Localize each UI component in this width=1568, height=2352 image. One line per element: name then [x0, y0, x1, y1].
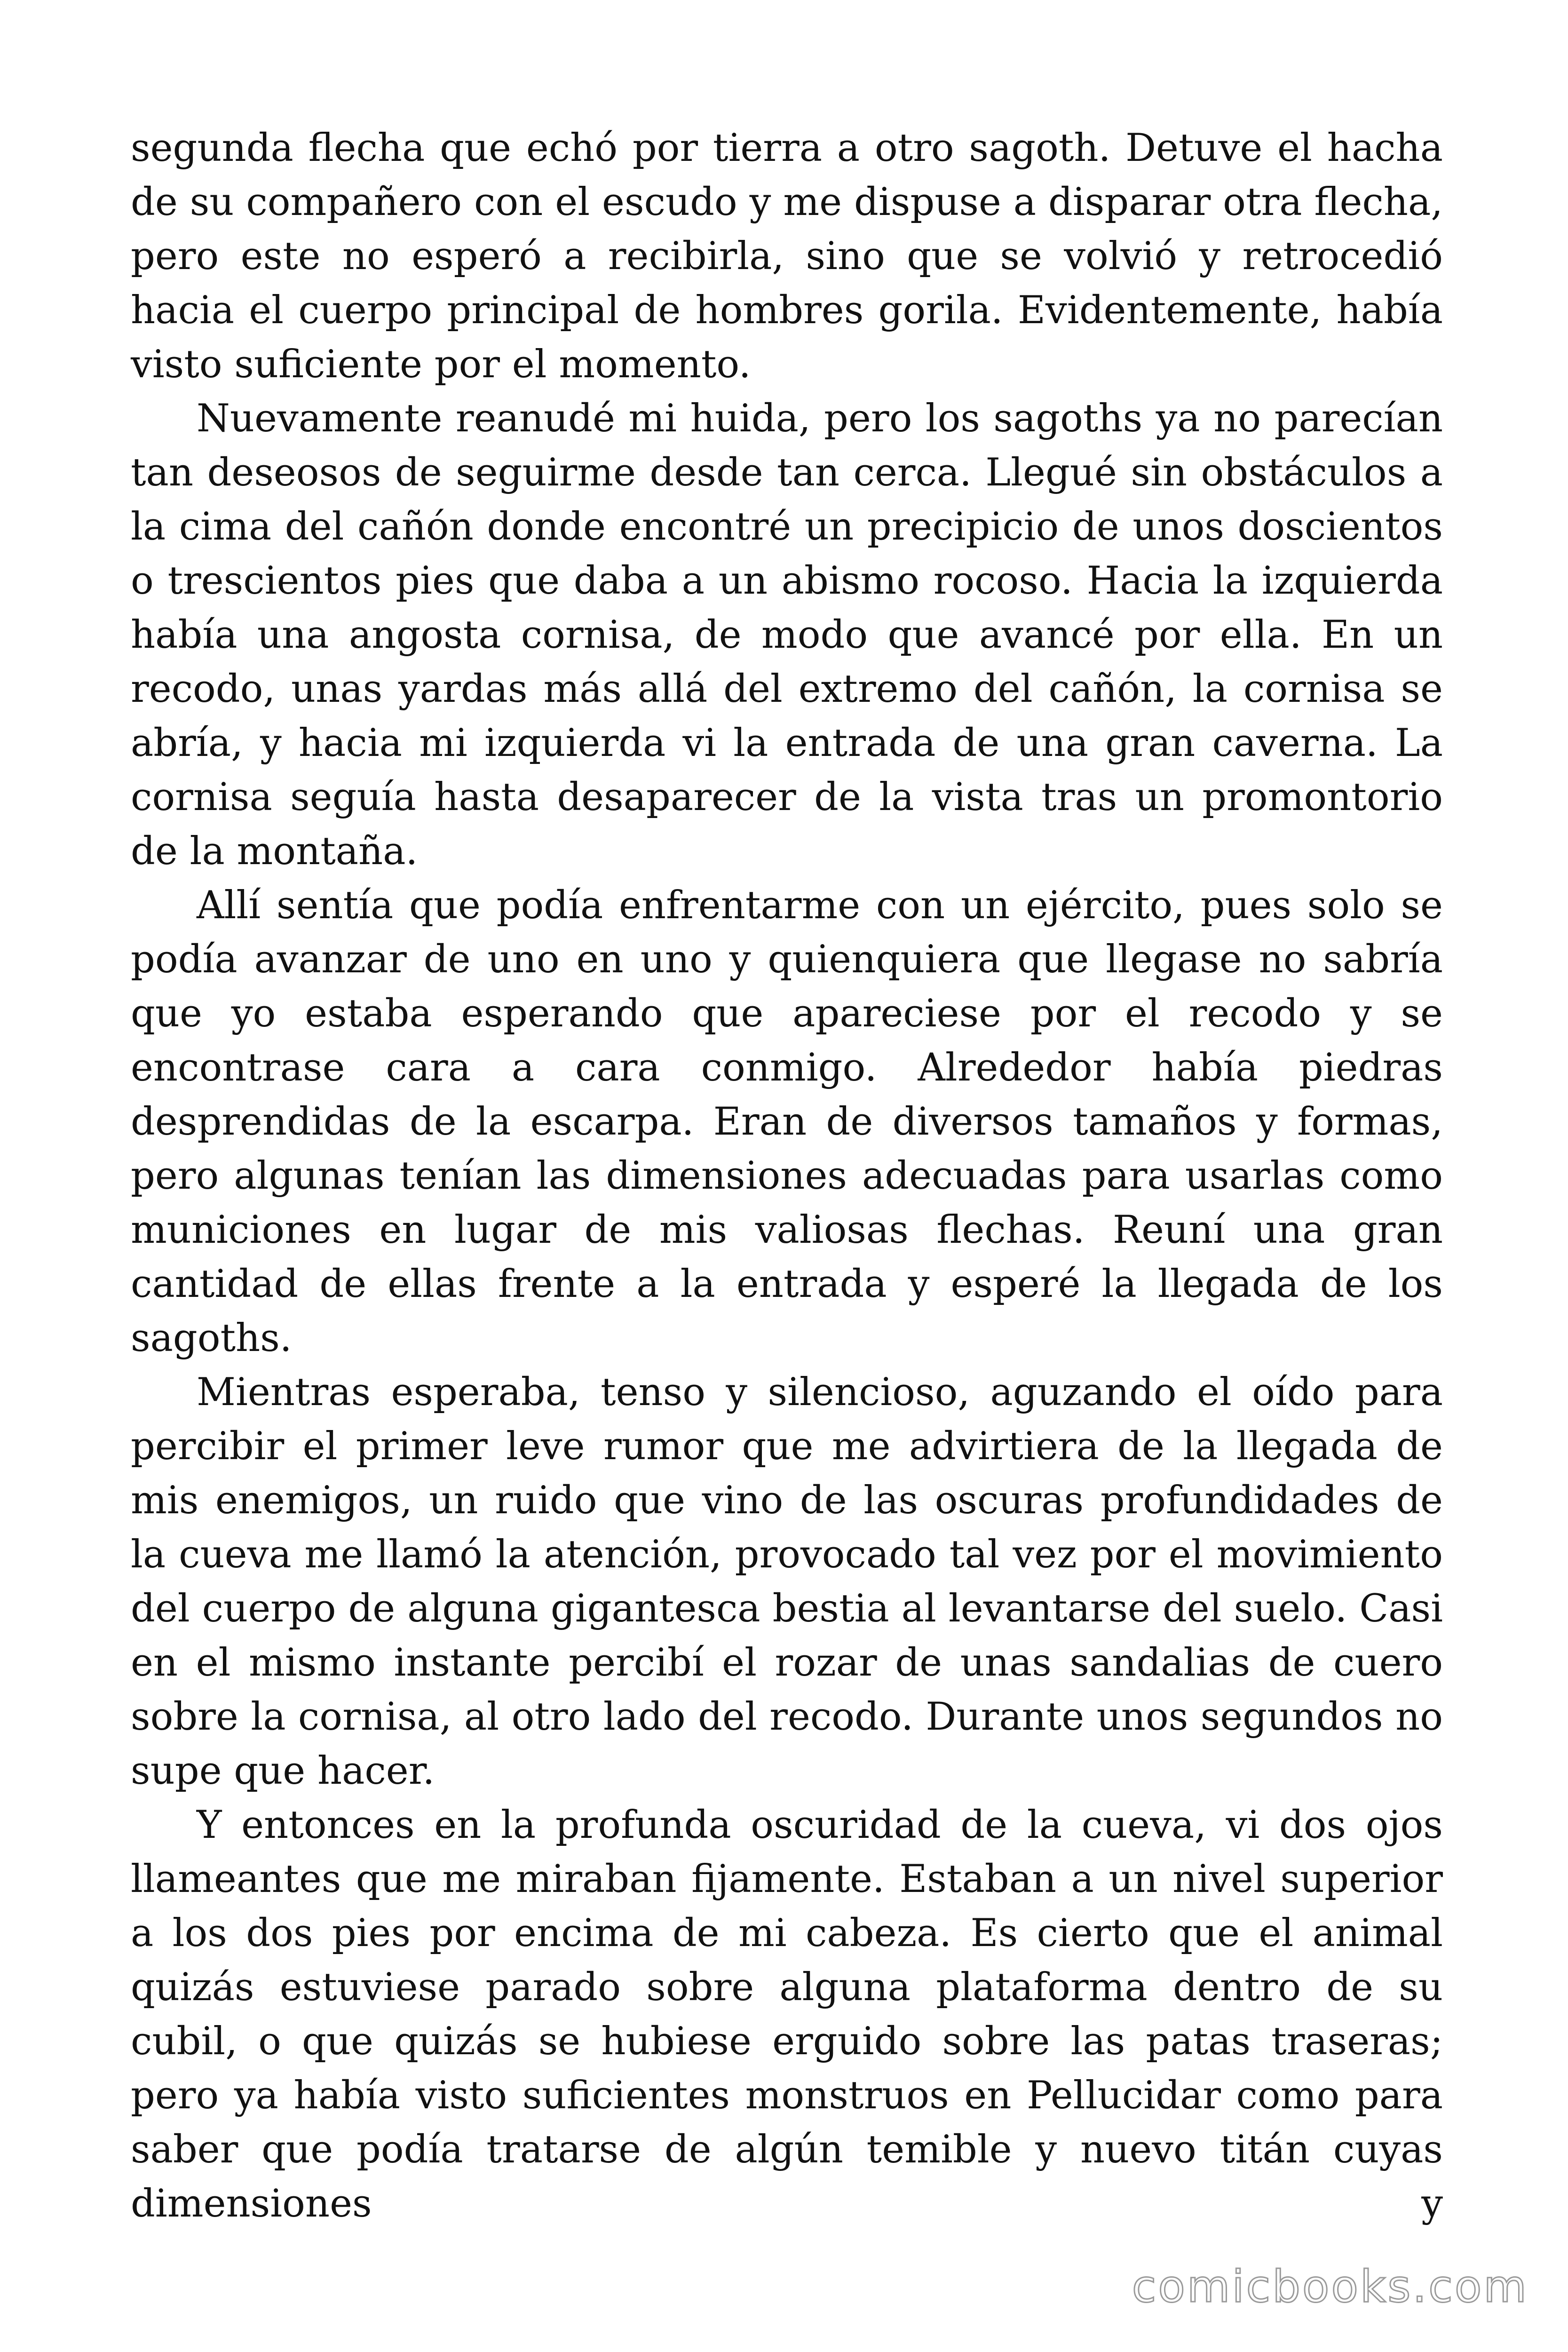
- paragraph-2: Nuevamente reanudé mi huida, pero los sagoths ya no parecían tan deseosos de seguirme desde tan cerca. Llegué sin obstáculos a la cima del cañón donde encontré un precipicio de unos doscientos o trescientos pies que daba a un abismo rocoso. Hacia la izquierda había una angosta cornisa, de modo que avancé por ella. En un recodo, unas yardas más allá del extremo del cañón, la cornisa se abría, y hacia mi izquierda vi la entrada de una gran caverna. La cornisa seguía hasta desaparecer de la vista tras un promontorio de la montaña.: [131, 397, 1443, 874]
- watermark: comicbooks.com: [1132, 2261, 1528, 2312]
- paragraph-5: Y entonces en la profunda oscuridad de la cueva, vi dos ojos llameantes que me miraban fijamente. Estaban a un nivel superior a los dos pies por encima de mi cabeza. Es cierto que el animal quizás estuviese parado sobre alguna plataforma dentro de su cubil, o que quizás se hubiese erguido sobre las patas traseras; pero ya había visto suficientes monstruos en Pellucidar como para saber que podía tratarse de algún temible y nuevo titán cuyas dimensiones y: [131, 1803, 1443, 2226]
- paragraph-4: Mientras esperaba, tenso y silencioso, aguzando el oído para percibir el primer leve rumor que me advirtiera de la llegada de mis enemigos, un ruido que vino de las oscuras profundidades de la cueva me llamó la atención, provocado tal vez por el movimiento del cuerpo de alguna gigantesca bestia al levantarse del suelo. Casi en el mismo instante percibí el rozar de unas sandalias de cuero sobre la cornisa, al otro lado del recodo. Durante unos segundos no supe que hacer.: [131, 1370, 1443, 1793]
- paragraph-3: Allí sentía que podía enfrentarme con un ejército, pues solo se podía avanzar de uno en uno y quienquiera que llegase no sabría que yo estaba esperando que apareciese por el recodo y se encontrase cara a cara conmigo. Alrededor había piedras desprendidas de la escarpa. Eran de diversos tamaños y formas, pero algunas tenían las dimensiones adecuadas para usarlas como municiones en lugar de mis valiosas flechas. Reuní una gran cantidad de ellas frente a la entrada y esperé la llegada de los sagoths.: [131, 883, 1443, 1360]
- paragraph-1: segunda flecha que echó por tierra a otro sagoth. Detuve el hacha de su compañero con el escudo y me dispuse a disparar otra flecha, pero este no esperó a recibirla, sino que se volvió y retrocedió hacia el cuerpo principal de hombres gorila. Evidentemente, había visto suficiente por el momento.: [131, 126, 1443, 387]
- page-text: [131, 121, 1443, 2231]
